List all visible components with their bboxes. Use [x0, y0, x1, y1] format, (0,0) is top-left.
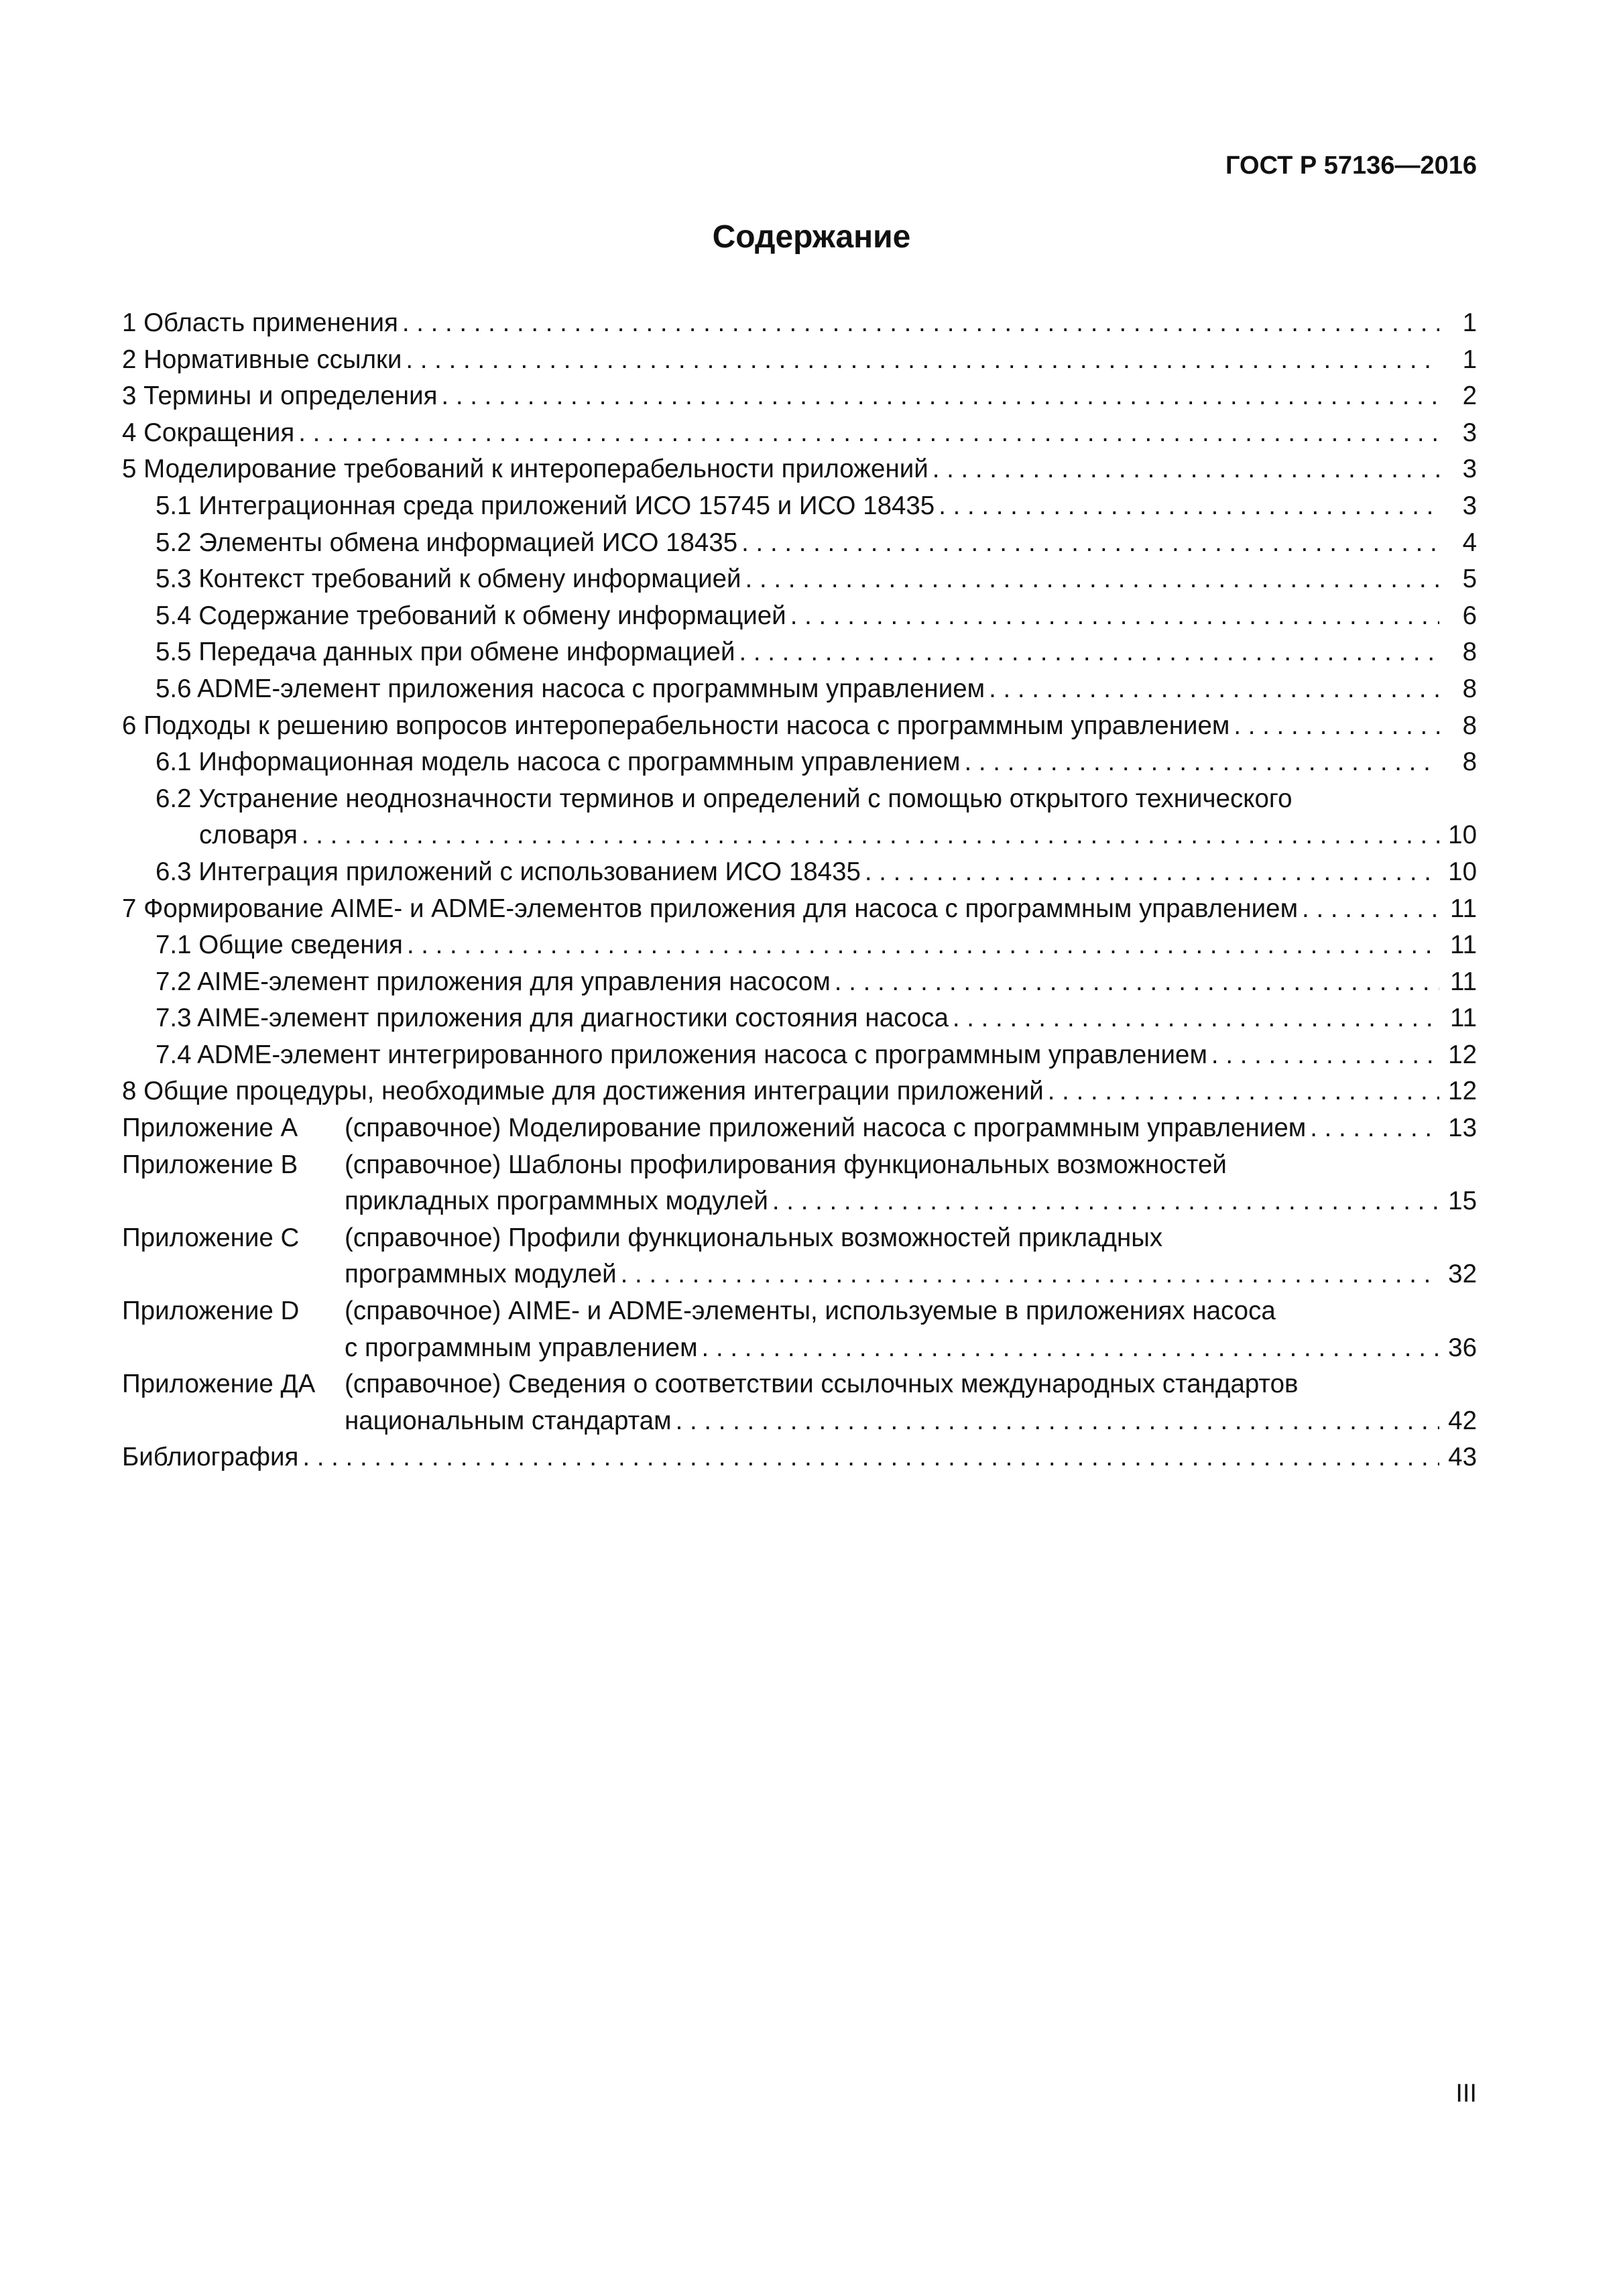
appendix-label: Приложение В — [122, 1150, 298, 1179]
toc-appendix-d[interactable] — [122, 1293, 1477, 1366]
toc-entry-page: 10 — [1448, 857, 1477, 886]
toc-entry-7-1[interactable] — [122, 927, 1477, 964]
toc-entry-page: 32 — [1448, 1260, 1477, 1289]
toc-entry-text: 6 Подходы к решению вопросов интероперабельности насоса с программным управлением — [122, 711, 1230, 740]
appendix-title: (справочное) Сведения о соответствии ссылочных международных стандартов — [345, 1370, 1299, 1399]
appendix-label: Приложение А — [122, 1113, 298, 1143]
toc-entry-5-3[interactable] — [122, 561, 1477, 598]
toc-appendix-b[interactable] — [122, 1147, 1477, 1220]
toc-entry-page: 36 — [1448, 1333, 1477, 1362]
toc-entry-page: 15 — [1448, 1187, 1477, 1216]
toc-entry-page: 12 — [1448, 1040, 1477, 1069]
dot-leader — [939, 488, 1439, 525]
toc-entry-text: 4 Сокращения — [122, 418, 295, 447]
toc-entry-text: 5.1 Интеграционная среда приложений ИСО 15745 и ИСО 18435 — [156, 491, 935, 520]
toc-entry-7-3[interactable] — [122, 1000, 1477, 1037]
dot-leader — [676, 1403, 1439, 1440]
appendix-title: (справочное) Профили функциональных возможностей прикладных — [345, 1223, 1163, 1252]
toc-entry-page: 11 — [1450, 967, 1477, 996]
toc-entry-text: 3 Термины и определения — [122, 381, 438, 411]
toc-entry-text: 5.3 Контекст требований к обмену информацией — [156, 564, 741, 594]
toc-entry-page: 13 — [1448, 1113, 1477, 1143]
toc-entry-text: 2 Нормативные ссылки — [122, 345, 402, 374]
toc-appendix-a[interactable] — [122, 1110, 1477, 1147]
toc-entry-6-2[interactable] — [122, 781, 1477, 854]
dot-leader — [790, 598, 1439, 635]
dot-leader — [989, 671, 1439, 708]
toc-entry-page: 8 — [1462, 674, 1477, 703]
toc-entry-5-6[interactable] — [122, 671, 1477, 708]
toc-entry-text: 5.5 Передача данных при обмене информацией — [156, 638, 735, 667]
dot-leader — [702, 1330, 1439, 1367]
dot-leader — [772, 1183, 1439, 1220]
toc-entry-page: 4 — [1462, 528, 1477, 557]
dot-leader — [1048, 1073, 1439, 1110]
dot-leader — [1302, 891, 1439, 928]
toc-entry-page: 11 — [1450, 930, 1477, 960]
appendix-label: Приложение ДА — [122, 1370, 316, 1399]
toc-entry-1[interactable] — [122, 305, 1477, 342]
dot-leader — [298, 415, 1439, 452]
toc-entry-page: 8 — [1462, 711, 1477, 740]
toc-entry-text: 5.6 ADME-элемент приложения насоса с программным управлением — [156, 674, 985, 703]
dot-leader — [745, 561, 1439, 598]
toc-entry-page: 1 — [1462, 345, 1477, 374]
toc-entry-page: 8 — [1462, 747, 1477, 777]
toc-entry-text-continued: словаря — [199, 821, 298, 850]
appendix-label: Приложение D — [122, 1296, 300, 1326]
dot-leader — [835, 964, 1439, 1001]
dot-leader — [441, 378, 1439, 415]
toc-entry-text: 7.1 Общие сведения — [156, 930, 403, 960]
toc-appendix-da[interactable] — [122, 1366, 1477, 1439]
appendix-title: (справочное) AIME- и ADME-элементы, используемые в приложениях насоса — [345, 1296, 1276, 1326]
dot-leader — [953, 1000, 1439, 1037]
toc-entry-5[interactable] — [122, 451, 1477, 488]
toc-entry-page: 3 — [1462, 491, 1477, 520]
dot-leader — [741, 525, 1439, 562]
appendix-title: (справочное) Шаблоны профилирования функциональных возможностей — [345, 1150, 1227, 1179]
appendix-title-continued: с программным управлением — [345, 1333, 698, 1362]
toc-entry-page: 12 — [1448, 1077, 1477, 1106]
toc-entry-2[interactable] — [122, 342, 1477, 379]
dot-leader — [406, 342, 1439, 379]
toc-entry-3[interactable] — [122, 378, 1477, 415]
toc-entry-5-5[interactable] — [122, 634, 1477, 671]
toc-entry-text: 5.4 Содержание требований к обмену информацией — [156, 601, 786, 630]
dot-leader — [302, 1439, 1439, 1476]
dot-leader — [1234, 708, 1439, 745]
toc-entry-page: 8 — [1462, 638, 1477, 667]
toc-appendix-c[interactable] — [122, 1220, 1477, 1293]
dot-leader — [865, 854, 1439, 891]
toc-entry-7[interactable] — [122, 891, 1477, 928]
toc-entry-7-4[interactable] — [122, 1037, 1477, 1074]
appendix-title: (справочное) Моделирование приложений насоса с программным управлением — [345, 1113, 1307, 1143]
toc-entry-6-3[interactable] — [122, 854, 1477, 891]
dot-leader — [402, 305, 1439, 342]
appendix-label: Приложение С — [122, 1223, 300, 1252]
toc-entry-text: 7.2 AIME-элемент приложения для управления насосом — [156, 967, 831, 996]
toc-entry-page: 3 — [1462, 455, 1477, 484]
dot-leader — [302, 817, 1439, 854]
toc-title: Содержание — [712, 219, 911, 255]
appendix-title-continued: программных модулей — [345, 1260, 617, 1289]
dot-leader — [933, 451, 1439, 488]
toc-entry-page: 11 — [1450, 894, 1477, 923]
toc-entry-4[interactable] — [122, 415, 1477, 452]
toc-entry-6[interactable] — [122, 708, 1477, 745]
toc-entry-text: 6.1 Информационная модель насоса с программным управлением — [156, 747, 961, 777]
toc-entry-page: 11 — [1450, 1004, 1477, 1033]
toc-entry-text: 5 Моделирование требований к интероперабельности приложений — [122, 455, 928, 484]
toc-bibliography[interactable] — [122, 1439, 1477, 1476]
toc-entry-text: 6.3 Интеграция приложений с использованием ИСО 18435 — [156, 857, 861, 886]
toc-entry-5-4[interactable] — [122, 598, 1477, 635]
appendix-title-continued: прикладных программных модулей — [345, 1187, 768, 1216]
toc-entry-page: 6 — [1462, 601, 1477, 630]
toc-entry-text: Библиография — [122, 1443, 299, 1472]
document-code: ГОСТ Р 57136—2016 — [1225, 152, 1477, 180]
toc-entry-5-2[interactable] — [122, 525, 1477, 562]
toc-entry-page: 2 — [1462, 381, 1477, 411]
toc-entry-text: 8 Общие процедуры, необходимые для достижения интеграции приложений — [122, 1077, 1044, 1106]
toc-entry-text: 7.3 AIME-элемент приложения для диагностики состояния насоса — [156, 1004, 949, 1033]
toc-entry-text: 7.4 ADME-элемент интегрированного приложения насоса с программным управлением — [156, 1040, 1207, 1069]
toc-entry-page: 1 — [1462, 308, 1477, 337]
toc-entry-text: 7 Формирование AIME- и ADME-элементов приложения для насоса с программным управлением — [122, 894, 1299, 923]
dot-leader — [407, 927, 1439, 964]
toc-entry-8[interactable] — [122, 1073, 1477, 1110]
toc-entry-page: 5 — [1462, 564, 1477, 594]
dot-leader — [965, 744, 1440, 781]
toc-entry-text: 5.2 Элементы обмена информацией ИСО 18435 — [156, 528, 738, 557]
toc-entry-5-1[interactable] — [122, 488, 1477, 525]
toc-entry-page: 42 — [1448, 1406, 1477, 1435]
toc-entry-page: 10 — [1448, 821, 1477, 850]
dot-leader — [1310, 1110, 1439, 1147]
toc-entry-text: 6.2 Устранение неоднозначности терминов и определений с помощью открытого технического — [156, 784, 1293, 813]
toc-entry-7-2[interactable] — [122, 964, 1477, 1001]
page-number: III — [1455, 2079, 1477, 2108]
dot-leader — [621, 1256, 1439, 1293]
dot-leader — [739, 634, 1439, 671]
table-of-contents — [122, 305, 1477, 1476]
toc-entry-6-1[interactable] — [122, 744, 1477, 781]
dot-leader — [1211, 1037, 1439, 1074]
toc-entry-page: 3 — [1462, 418, 1477, 447]
appendix-title-continued: национальным стандартам — [345, 1406, 672, 1435]
toc-entry-page: 43 — [1448, 1443, 1477, 1472]
toc-entry-text: 1 Область применения — [122, 308, 398, 337]
